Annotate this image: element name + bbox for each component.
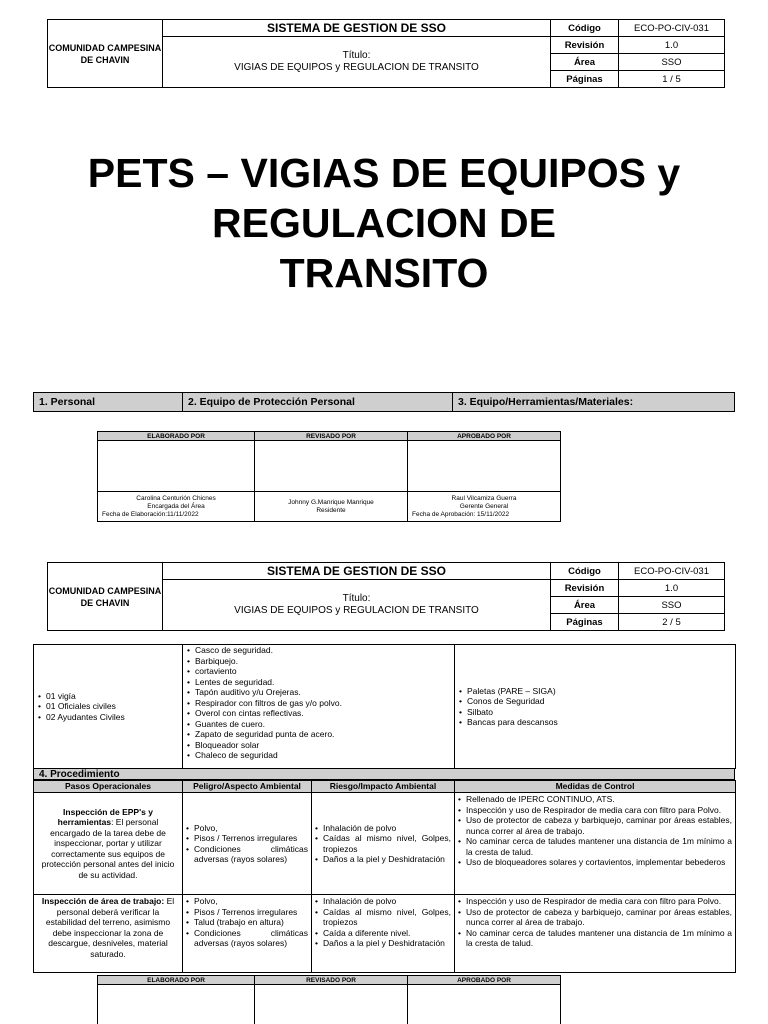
list-item: • Chaleco de seguridad <box>187 750 450 761</box>
list-item: • Polvo, <box>186 896 308 907</box>
risks-epp-inspection <box>312 793 455 895</box>
list-item: • Condiciones climáticas adversas (rayos solares) <box>186 928 308 949</box>
approved-by-info <box>408 492 561 522</box>
list-item: • Overol con cintas reflectivas. <box>187 708 450 719</box>
hazards-list <box>186 823 308 865</box>
list-item: • Uso de bloqueadores solares y cortavientos, implementar bebederos <box>458 857 732 868</box>
list-item: • Zapato de seguridad punta de acero. <box>187 729 450 740</box>
document-header-page2 <box>47 562 725 631</box>
title-value: VIGIAS DE EQUIPOS y REGULACION DE TRANSITO <box>234 62 479 73</box>
elaborated-by-header: ELABORADO POR <box>98 432 255 441</box>
step-area-inspection-title: Inspección de área de trabajo: <box>41 896 165 906</box>
hazards-epp-inspection <box>183 793 312 895</box>
list-item: • Rellenado de IPERC CONTINUO, ATS. <box>458 794 732 805</box>
personal-cell <box>34 645 183 769</box>
area-value: SSO <box>619 54 725 71</box>
revision-label: Revisión <box>551 580 619 597</box>
company-name: COMUNIDAD CAMPESINA DE CHAVIN <box>48 563 163 631</box>
code-label: Código <box>551 20 619 37</box>
list-item: • 01 vigía <box>38 691 178 702</box>
document-title-cell <box>163 580 551 631</box>
list-item: • Caída a diferente nivel. <box>315 928 451 939</box>
list-item: • Paletas (PARE – SIGA) <box>459 686 731 697</box>
list-item: • Inhalación de polvo <box>315 823 451 834</box>
area-label: Área <box>551 597 619 614</box>
list-item: • Silbato <box>459 707 731 718</box>
elaborated-by-header: ELABORADO POR <box>98 976 255 985</box>
reviewed-by-header: REVISADO POR <box>255 976 408 985</box>
resources-table <box>33 644 736 769</box>
list-item: • Barbiquejo. <box>187 656 450 667</box>
elaborated-role: Encargada del Área <box>147 502 205 510</box>
list-item: • Caídas al mismo nivel, Golpes, tropiezos <box>315 833 451 854</box>
pages-value: 2 / 5 <box>619 614 725 631</box>
risks-list <box>315 896 451 949</box>
risk-header: Riesgo/Impacto Ambiental <box>312 781 455 793</box>
list-item: • Conos de Seguridad <box>459 696 731 707</box>
list-item: • Respirador con filtros de gas y/o polvo. <box>187 698 450 709</box>
revision-value: 1.0 <box>619 580 725 597</box>
list-item: • No caminar cerca de taludes mantener una distancia de 1m mínimo a la cresta de talud. <box>458 928 732 949</box>
personal-list <box>38 691 178 723</box>
step-epp-inspection-title: Inspección de EPP's y herramientas <box>57 806 153 828</box>
elaboration-date: Fecha de Elaboración:11/11/2022 <box>102 510 199 518</box>
step-area-inspection-text: El personal deberá verificar la estabilidad del terreno, asimismo debe inspeccionar la zona de descargue, desniveles, material saturado. <box>45 896 175 959</box>
list-item: • Uso de protector de cabeza y barbiquejo, caminar por áreas estables, nunca correr al área de trabajo. <box>458 907 732 928</box>
reviewed-by-header: REVISADO POR <box>255 432 408 441</box>
list-item: • Pisos / Terrenos irregulares <box>186 907 308 918</box>
system-name: SISTEMA DE GESTION DE SSO <box>163 563 551 580</box>
section-personal-heading: 1. Personal <box>34 393 183 411</box>
approved-name: Raul Vilcamiza Guerra <box>451 494 517 502</box>
reviewed-name: Johnny G.Manrique Manrique <box>288 498 374 506</box>
operational-steps-header: Pasos Operacionales <box>34 781 183 793</box>
controls-epp-inspection <box>455 793 736 895</box>
document-header-page1 <box>47 19 725 88</box>
reviewed-by-info <box>255 492 408 522</box>
reviewed-signature-box <box>255 441 408 492</box>
control-measures-header: Medidas de Control <box>455 781 736 793</box>
pages-label: Páginas <box>551 71 619 88</box>
step-area-inspection <box>34 895 183 973</box>
main-title-line3: TRANSITO <box>279 250 489 296</box>
procedure-table <box>33 780 736 973</box>
code-value: ECO-PO-CIV-031 <box>619 20 725 37</box>
elaborated-signature-box <box>98 441 255 492</box>
list-item: • Guantes de cuero. <box>187 719 450 730</box>
equipment-list <box>459 686 731 728</box>
approved-signature-box <box>408 985 561 1024</box>
reviewed-role: Residente <box>316 506 346 514</box>
list-item: • Bancas para descansos <box>459 717 731 728</box>
controls-list <box>458 896 732 949</box>
list-item: • Inhalación de polvo <box>315 896 451 907</box>
list-item: • Polvo, <box>186 823 308 834</box>
list-item: • Bloqueador solar <box>187 740 450 751</box>
approved-signature-box <box>408 441 561 492</box>
list-item: • cortaviento <box>187 666 450 677</box>
title-label: Título: <box>342 50 371 61</box>
risks-list <box>315 823 451 865</box>
signature-table-page2 <box>97 975 561 1024</box>
revision-label: Revisión <box>551 37 619 54</box>
revision-value: 1.0 <box>619 37 725 54</box>
main-title-line2: REGULACION DE <box>212 200 556 246</box>
controls-list <box>458 794 732 868</box>
section-equipment-heading: 3. Equipo/Herramientas/Materiales: <box>458 396 634 408</box>
controls-area-inspection <box>455 895 736 973</box>
approved-by-header: APROBADO POR <box>408 976 561 985</box>
company-name: COMUNIDAD CAMPESINA DE CHAVIN <box>48 20 163 88</box>
list-item: • Inspección y uso de Respirador de media cara con filtro para Polvo. <box>458 896 732 907</box>
pages-label: Páginas <box>551 614 619 631</box>
list-item: • 01 Oficiales civiles <box>38 701 178 712</box>
epp-list <box>187 645 450 761</box>
main-title <box>40 148 728 298</box>
step-epp-inspection <box>34 793 183 895</box>
list-item: • Pisos / Terrenos irregulares <box>186 833 308 844</box>
main-title-line1: PETS – VIGIAS DE EQUIPOS y <box>87 150 681 196</box>
code-value: ECO-PO-CIV-031 <box>619 563 725 580</box>
approved-by-header: APROBADO POR <box>408 432 561 441</box>
section-epp-heading: 2. Equipo de Protección Personal <box>183 393 453 411</box>
equipment-cell <box>455 645 736 769</box>
list-item: • Uso de protector de cabeza y barbiquejo, caminar por áreas estables, nunca correr al área de trabajo. <box>458 815 732 836</box>
list-item: • Talud (trabajo en altura) <box>186 917 308 928</box>
list-item: • Caídas al mismo nivel, Golpes, tropiezos <box>315 907 451 928</box>
document-title-cell <box>163 37 551 88</box>
list-item: • Condiciones climáticas adversas (rayos solares) <box>186 844 308 865</box>
hazard-header: Peligro/Aspecto Ambiental <box>183 781 312 793</box>
pages-value: 1 / 5 <box>619 71 725 88</box>
elaborated-signature-box <box>98 985 255 1024</box>
list-item: • Casco de seguridad. <box>187 645 450 656</box>
hazards-list <box>186 896 308 949</box>
approval-date: Fecha de Aprobación: 15/11/2022 <box>412 510 510 518</box>
title-value: VIGIAS DE EQUIPOS y REGULACION DE TRANSITO <box>234 605 479 616</box>
hazards-area-inspection <box>183 895 312 973</box>
title-label: Título: <box>342 593 371 604</box>
section-headers-bar <box>33 392 735 412</box>
code-label: Código <box>551 563 619 580</box>
list-item: • No caminar cerca de taludes mantener una distancia de 1m mínimo a la cresta de talud. <box>458 836 732 857</box>
area-value: SSO <box>619 597 725 614</box>
approved-role: Gerente General <box>459 502 509 510</box>
elaborated-by-info <box>98 492 255 522</box>
section-procedure-heading: 4. Procedimiento <box>33 768 735 780</box>
list-item: • Tapón auditivo y/u Orejeras. <box>187 687 450 698</box>
epp-cell <box>183 645 455 769</box>
elaborated-name: Carolina Centurión Chicnes <box>136 494 216 502</box>
list-item: • Lentes de seguridad. <box>187 677 450 688</box>
list-item: • 02 Ayudantes Civiles <box>38 712 178 723</box>
list-item: • Daños a la piel y Deshidratación <box>315 938 451 949</box>
area-label: Área <box>551 54 619 71</box>
system-name: SISTEMA DE GESTION DE SSO <box>163 20 551 37</box>
signature-table-page1 <box>97 431 561 522</box>
step-epp-inspection-text: : El personal encargado de la tarea debe de inspeccionar, portar y utilizar correctamente sus equipos de protección personal antes del inicio de su actividad. <box>41 817 175 880</box>
list-item: • Inspección y uso de Respirador de media cara con filtro para Polvo. <box>458 805 732 816</box>
list-item: • Daños a la piel y Deshidratación <box>315 854 451 865</box>
reviewed-signature-box <box>255 985 408 1024</box>
risks-area-inspection <box>312 895 455 973</box>
